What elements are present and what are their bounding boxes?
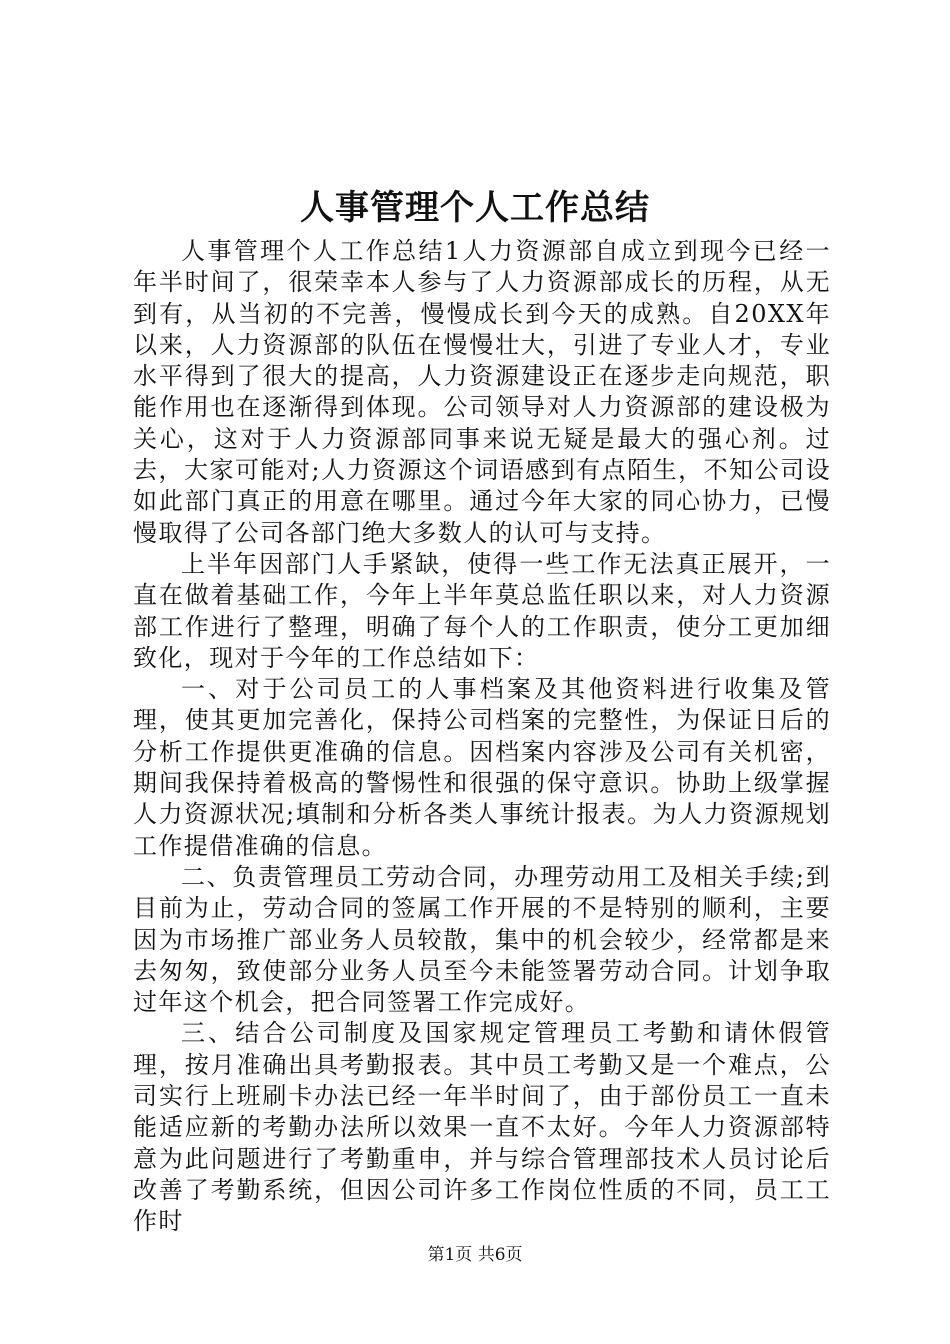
paragraph: 人事管理个人工作总结1人力资源部自成立到现今已经一年半时间了，很荣幸本人参与了人力资源部成长的历程，从无到有，从当初的不完善，慢慢成长到今天的成熟。自20XX年以来，人力资源部的队伍在慢慢壮大，引进了专业人才，专业水平得到了很大的提高，人力资源建设正在逐步走向规范，职能作用也在逐渐得到体现。公司领导对人力资源部的建设极为关心，这对于人力资源部同事来说无疑是最大的强心剂。过去，大家可能对;人力资源这个词语感到有点陌生，不知公司设如此部门真正的用意在哪里。通过今年大家的同心协力，已慢慢取得了公司各部门绝大多数人的认可与支持。 [133, 237, 831, 547]
paragraph: 一、对于公司员工的人事档案及其他资料进行收集及管理，使其更加完善化，保持公司档案的完整性，为保证日后的分析工作提供更准确的信息。因档案内容涉及公司有关机密，期间我保持着极高的警惕性和很强的保守意识。协助上级掌握人力资源状况;填制和分析各类人事统计报表。为人力资源规划工作提借准确的信息。 [133, 675, 831, 860]
document-body [133, 236, 831, 1238]
paragraph: 上半年因部门人手紧缺，使得一些工作无法真正展开，一直在做着基础工作，今年上半年莫总监任职以来，对人力资源部工作进行了整理，明确了每个人的工作职责，使分工更加细致化，现对于今年的工作总结如下： [133, 549, 831, 672]
page-number-footer: 第1页 共6页 [427, 1245, 523, 1265]
document-title: 人事管理个人工作总结 [300, 188, 650, 228]
paragraph: 二、负责管理员工劳动合同，办理劳动用工及相关手续;到目前为止，劳动合同的签属工作开展的不是特别的顺利，主要因为市场推广部业务人员较散，集中的机会较少，经常都是来去匆匆，致使部分业务人员至今未能签署劳动合同。计划争取过年这个机会，把合同签署工作完成好。 [133, 862, 831, 1017]
paragraph: 三、结合公司制度及国家规定管理员工考勤和请休假管理，按月准确出具考勤报表。其中员工考勤又是一个难点，公司实行上班刷卡办法已经一年半时间了，由于部份员工一直未能适应新的考勤办法所以效果一直不太好。今年人力资源部特意为此问题进行了考勤重申，并与综合管理部技术人员讨论后改善了考勤系统，但因公司许多工作岗位性质的不同，员工工作时 [133, 1019, 831, 1236]
